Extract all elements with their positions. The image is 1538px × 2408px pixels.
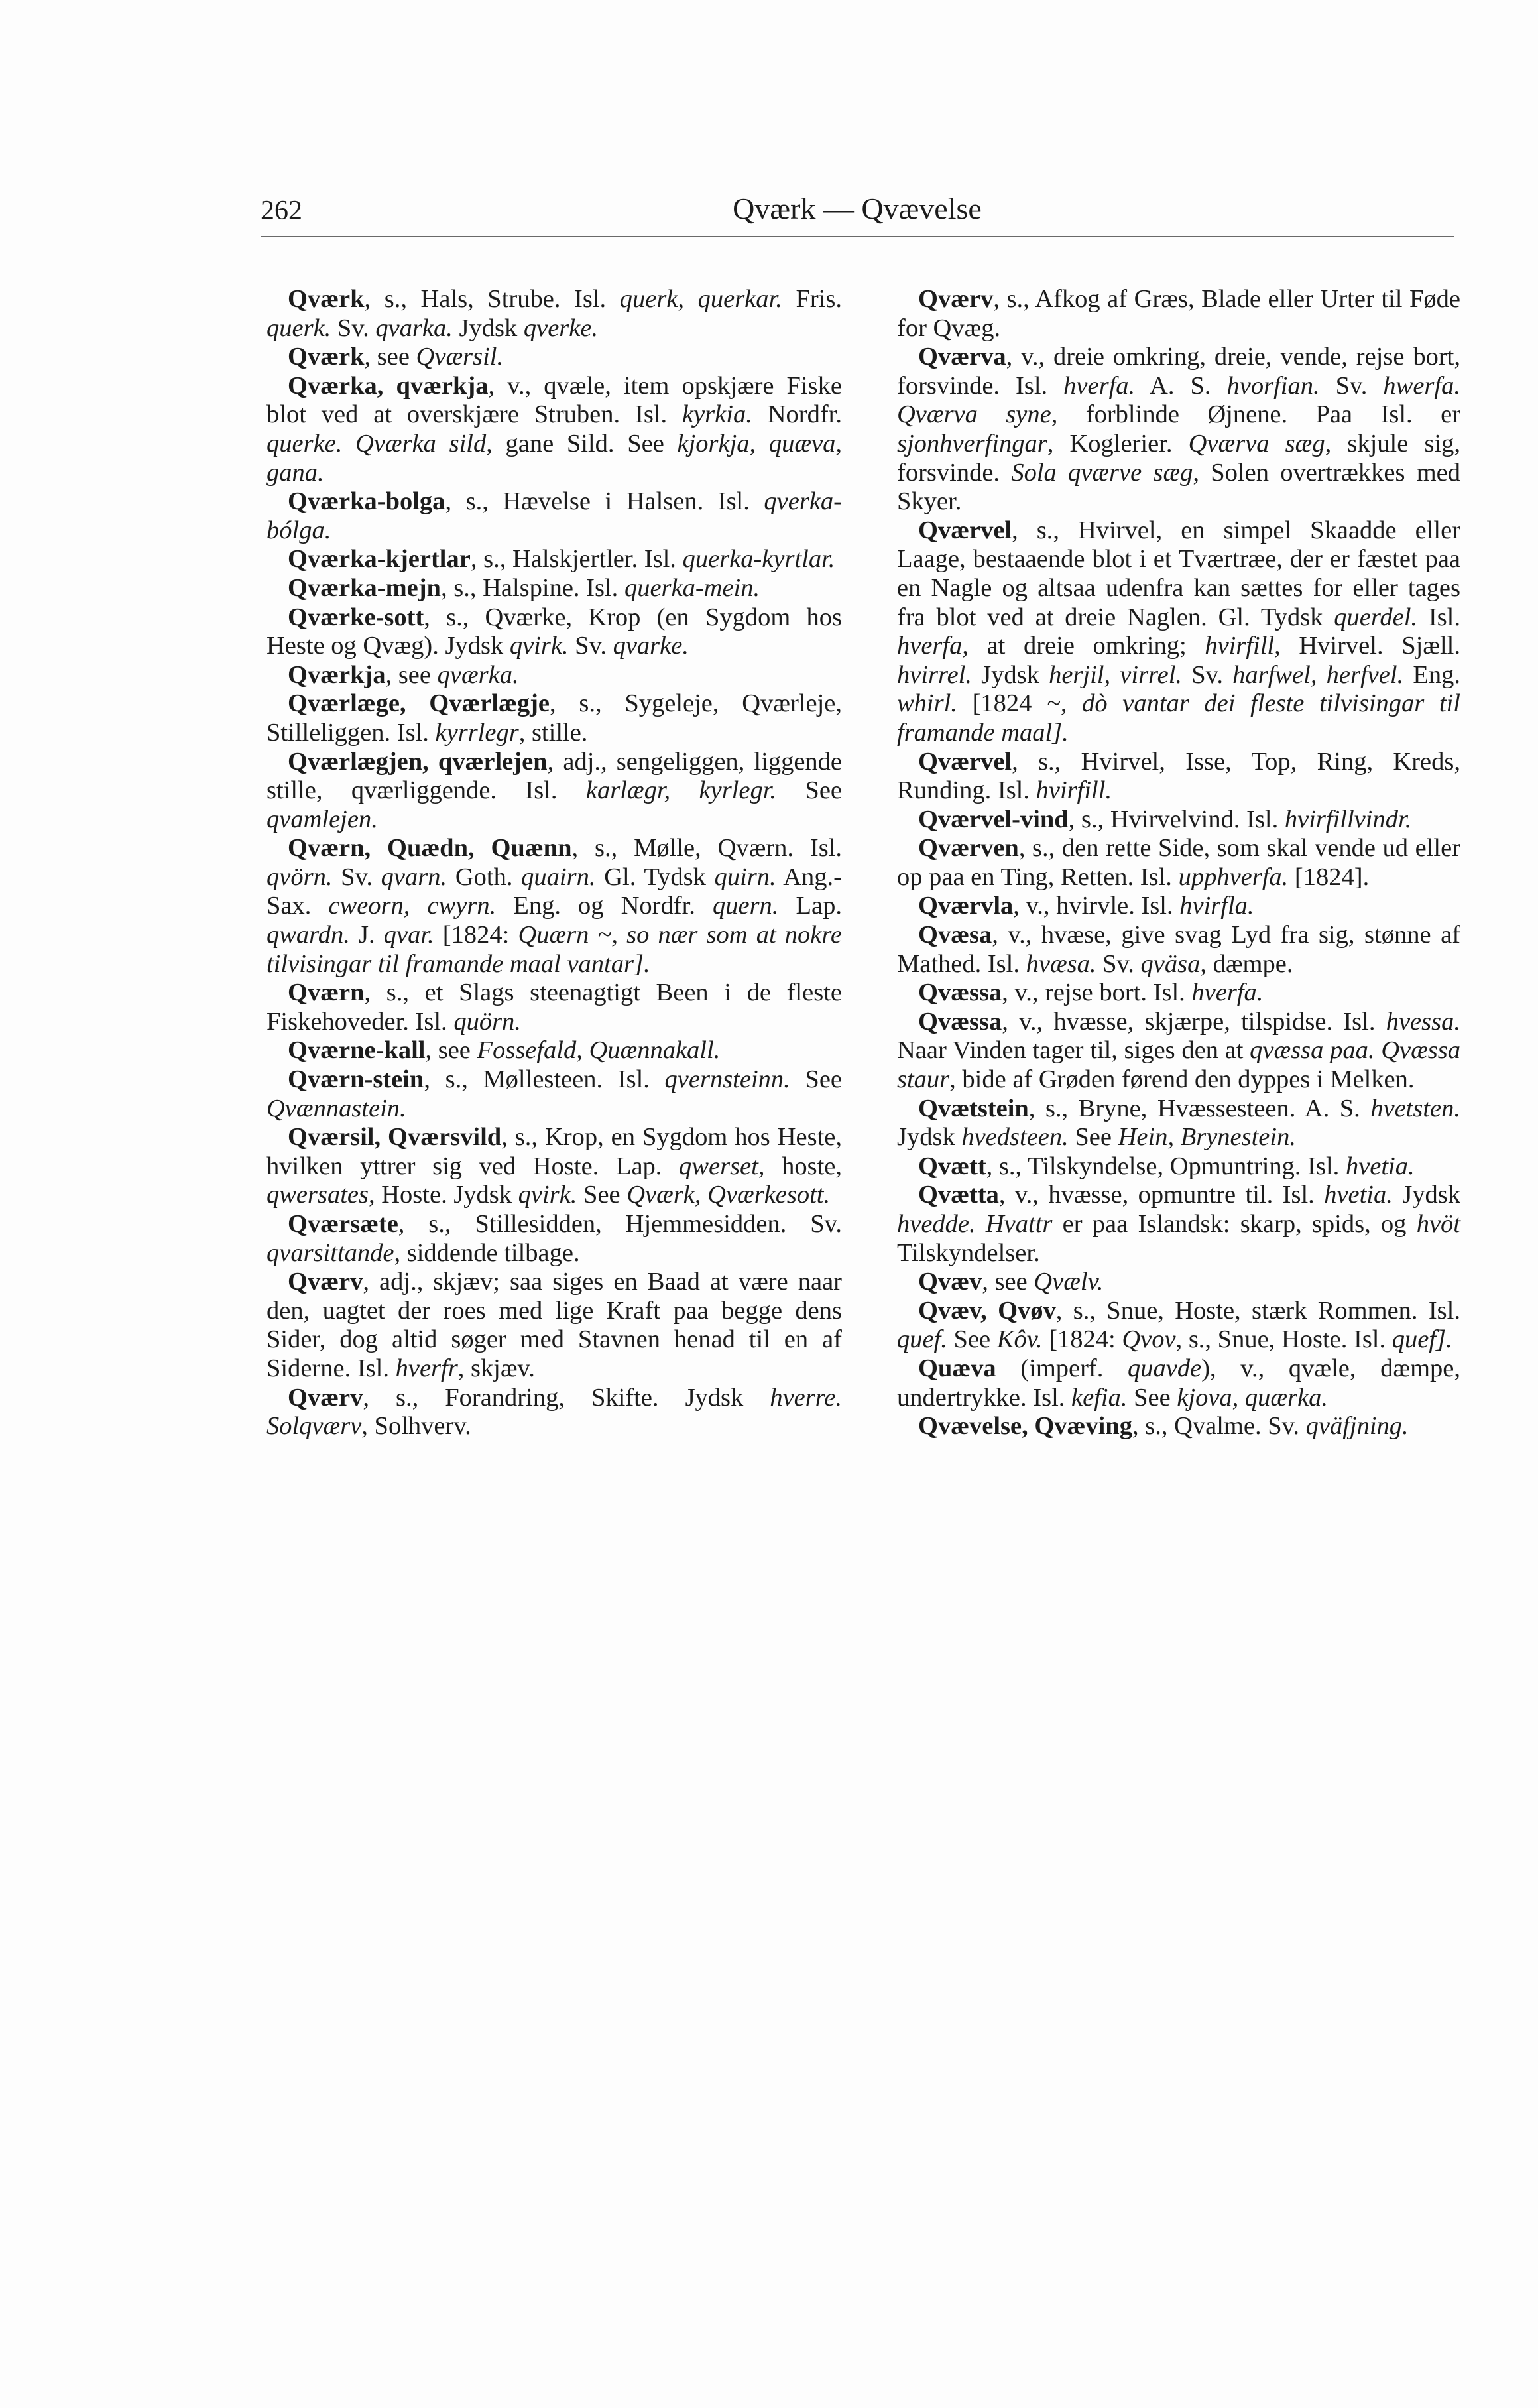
- headword: Qværk: [288, 285, 365, 313]
- headword: Qvævelse, Qvæving: [918, 1412, 1132, 1441]
- entry-definition: , s., Stillesidden, Hjemmesidden. Sv. qvarsittande, siddende tilbage.: [266, 1210, 842, 1267]
- entry-definition: , v., hvæsse, opmuntre til. Isl. hvetia. Jydsk hvedde. Hvattr er paa Islandsk: skarp, spids, og hvöt Tilskyndelser.: [897, 1181, 1461, 1267]
- headword: Qværv: [918, 285, 994, 313]
- headword: Qværv: [288, 1383, 363, 1412]
- entry-definition: , s., Tilskyndelse, Opmuntring. Isl. hvetia.: [986, 1152, 1415, 1180]
- entry-definition: , v., hvæse, give svag Lyd fra sig, stønne af Mathed. Isl. hvæsa. Sv. qväsa, dæmpe.: [897, 921, 1460, 978]
- headword: Qværn-stein: [288, 1065, 424, 1094]
- dictionary-entry: [266, 1065, 842, 1123]
- entry-definition: , s., Snue, Hoste, stærk Rommen. Isl. quef. See Kôv. [1824: Qvov, s., Snue, Hoste. Isl. quef].: [897, 1296, 1460, 1354]
- dictionary-entry: [897, 748, 1460, 806]
- headword: Qværke-sott: [288, 603, 424, 631]
- headword: Qværlæge, Qværlægje: [288, 690, 550, 718]
- headword: Qvæssa: [918, 979, 1002, 1007]
- right-column: [897, 285, 1460, 1441]
- entry-definition: , see Qværsil.: [364, 343, 504, 371]
- headword: Qværsil, Qværsvild: [288, 1123, 502, 1152]
- dictionary-entry: [897, 979, 1460, 1008]
- dictionary-entry: [897, 834, 1460, 892]
- dictionary-entry: [897, 1297, 1460, 1354]
- dictionary-entry: [897, 1412, 1460, 1441]
- dictionary-entry: [266, 979, 842, 1036]
- entry-definition: , s., Hævelse i Halsen. Isl. qverka-bólga.: [266, 487, 842, 544]
- headword: Qvætta: [918, 1181, 999, 1209]
- left-column: [266, 285, 842, 1441]
- entry-definition: , s., Hvirvel, en simpel Skaadde eller Laage, bestaaende blot i et Tværtræe, der er fæstet paa en Nagle og altsaa udenfra kan sættes for eller tages fra blot ved at dreie Naglen. Gl. Tydsk querdel. Isl. hverfa, at dreie omkring; hvirfill, Hvirvel. Sjæll. hvirrel. Jydsk herjil, virrel. Sv. harfwel, herfvel. Eng. whirl. [1824 ~, dò vantar dei fleste tilvisingar til framande maal].: [897, 516, 1461, 747]
- dictionary-entry: [266, 1268, 842, 1383]
- headword: Qværk: [288, 343, 365, 371]
- entry-definition: , s., Hvirvelvind. Isl. hvirfillvindr.: [1068, 805, 1412, 833]
- entry-definition: , adj., skjæv; saa siges en Baad at være naar den, uagtet der roes med lige Kraft paa begge dens Sider, dog altid søger med Stavnen henad til en af Siderne. Isl. hverfr, skjæv.: [266, 1268, 842, 1382]
- dictionary-entry: [266, 690, 842, 747]
- dictionary-entry: [266, 1123, 842, 1210]
- headword: Qværsæte: [288, 1210, 398, 1238]
- dictionary-entry: [897, 921, 1460, 979]
- headword: Qværka-mejn: [288, 573, 441, 602]
- entry-definition: , s., Qvalme. Sv. qväfjning.: [1132, 1412, 1409, 1441]
- entry-definition: , s., Halspine. Isl. querka-mein.: [440, 573, 760, 602]
- entry-definition: , see Qvælv.: [982, 1268, 1104, 1296]
- entry-definition: , s., Hals, Strube. Isl. querk, querkar. Fris. querk. Sv. qvarka. Jydsk qverke.: [266, 285, 842, 342]
- headword: Qværka, qværkja: [288, 371, 489, 400]
- entry-definition: , s., Krop, en Sygdom hos Heste, hvilken yttrer sig ved Hoste. Lap. qwerset, hoste, qwersates, Hoste. Jydsk qvirk. See Qværk, Qværkesott.: [266, 1123, 843, 1209]
- dictionary-entry: [897, 1181, 1460, 1268]
- dictionary-entry: [897, 1152, 1460, 1181]
- entry-definition: , v., qvæle, item opskjære Fiske blot ved at overskjære Struben. Isl. kyrkia. Nordfr. querke. Qværka sild, gane Sild. See kjorkja, quæva, gana.: [266, 371, 842, 487]
- entry-definition: , adj., sengeliggen, liggende stille, qværliggende. Isl. karlægr, kyrlegr. See qvamlejen.: [266, 747, 843, 833]
- dictionary-entry: [266, 545, 842, 574]
- headword: Qvæv, Qvøv: [918, 1296, 1056, 1325]
- entry-definition: , see qværka.: [385, 660, 519, 689]
- entry-definition: , s., Sygeleje, Qværleje, Stilleliggen. Isl. kyrrlegr, stille.: [266, 690, 842, 747]
- headword: Qværvla: [918, 892, 1014, 920]
- entry-definition: , v., rejse bort. Isl. hverfa.: [1002, 979, 1264, 1007]
- dictionary-entry: [897, 285, 1460, 343]
- dictionary-entry: [897, 806, 1460, 835]
- headword: Qværven: [918, 834, 1019, 863]
- entry-definition: , s., Qværke, Krop (en Sygdom hos Heste og Qvæg). Jydsk qvirk. Sv. qvarke.: [266, 603, 842, 660]
- entry-definition: , s., Afkog af Græs, Blade eller Urter til Føde for Qvæg.: [897, 285, 1460, 342]
- dictionary-entry: [266, 661, 842, 690]
- headword: Qværvel: [918, 516, 1012, 544]
- headword: Qvætt: [918, 1152, 986, 1180]
- headword: Qværlægjen, qværlejen: [288, 747, 548, 776]
- headword: Qværn: [288, 979, 365, 1007]
- dictionary-entry: [266, 603, 842, 661]
- headword: Qværva: [918, 343, 1006, 371]
- dictionary-entry: [266, 1384, 842, 1441]
- running-head: Qværk — Qvævelse: [733, 192, 982, 225]
- entry-definition: , v., hvæsse, skjærpe, tilspidse. Isl. hvessa. Naar Vinden tager til, siges den at qvæssa paa. Qvæssa staur, bide af Grøden førend den dyppes i Melken.: [897, 1007, 1460, 1094]
- entry-definition: , v., dreie omkring, dreie, vende, rejse bort, forsvinde. Isl. hverfa. A. S. hvorfian. Sv. hwerfa. Qværva syne, forblinde Øjnene. Paa Isl. er sjonhverfingar, Koglerier. Qværva sæg, skjule sig, forsvinde. Sola qværve sæg, Solen overtrækkes med Skyer.: [897, 343, 1461, 516]
- headword: Qværvel-vind: [918, 805, 1069, 833]
- dictionary-entry: [897, 1095, 1460, 1152]
- dictionary-entry: [266, 1036, 842, 1065]
- dictionary-entry: [897, 1268, 1460, 1297]
- headword: Qvæsa: [918, 921, 992, 949]
- entry-definition: , s., et Slags steenagtigt Been i de fleste Fiskehoveder. Isl. quörn.: [266, 979, 842, 1036]
- headword: Qværne-kall: [288, 1036, 426, 1065]
- headword: Qværka-bolga: [288, 487, 445, 516]
- entry-definition: (imperf. quavde), v., qvæle, dæmpe, undertrykke. Isl. kefia. See kjova, quærka.: [897, 1354, 1460, 1412]
- dictionary-entry: [266, 372, 842, 487]
- headword: Qværka-kjertlar: [288, 545, 471, 573]
- page-number: 262: [261, 196, 302, 226]
- dictionary-entry: [266, 487, 842, 545]
- headword: Qværvel: [918, 747, 1012, 776]
- dictionary-entry: [897, 343, 1460, 516]
- headword: Quæva: [918, 1354, 996, 1382]
- dictionary-entry: [266, 343, 842, 372]
- dictionary-entry: [266, 834, 842, 979]
- entry-definition: , see Fossefald, Quænnakall.: [425, 1036, 721, 1065]
- dictionary-entry: [266, 1210, 842, 1268]
- dictionary-entry: [266, 574, 842, 603]
- headword: Qvætstein: [918, 1094, 1029, 1122]
- entry-definition: , s., den rette Side, som skal vende ud eller op paa en Ting, Retten. Isl. upphverfa. [1824].: [897, 834, 1460, 891]
- entry-definition: , s., Halskjertler. Isl. querka-kyrtlar.: [470, 545, 835, 573]
- entry-definition: , v., hvirvle. Isl. hvirfla.: [1013, 892, 1254, 920]
- page-header: [261, 191, 1454, 237]
- entry-definition: , s., Møllesteen. Isl. qvernsteinn. See Qvænnastein.: [266, 1065, 842, 1122]
- dictionary-entry: [897, 516, 1460, 748]
- headword: Qværv: [288, 1268, 363, 1296]
- dictionary-entry: [266, 285, 842, 343]
- dictionary-entry: [897, 892, 1460, 921]
- entry-definition: , s., Forandring, Skifte. Jydsk hverre. Solqværv, Solhverv.: [266, 1383, 842, 1441]
- headword: Qvæv: [918, 1268, 982, 1296]
- headword: Qværn, Quædn, Quænn: [288, 834, 572, 863]
- headword: Qværkja: [288, 660, 386, 689]
- header-rule: [261, 236, 1454, 237]
- headword: Qvæssa: [918, 1007, 1002, 1036]
- entry-definition: , s., Mølle, Qværn. Isl. qvörn. Sv. qvarn. Goth. quairn. Gl. Tydsk quirn. Ang.-Sax. cweorn, cwyrn. Eng. og Nordfr. quern. Lap. qwardn. J. qvar. [1824: Quærn ~, so nær som at nokre tilvisingar til framande maal vantar].: [266, 834, 843, 978]
- dictionary-entry: [897, 1008, 1460, 1095]
- entry-definition: , s., Hvirvel, Isse, Top, Ring, Kreds, Runding. Isl. hvirfill.: [897, 747, 1460, 805]
- entry-definition: , s., Bryne, Hvæssesteen. A. S. hvetsten. Jydsk hvedsteen. See Hein, Brynestein.: [897, 1094, 1460, 1152]
- dictionary-entry: [266, 748, 842, 835]
- dictionary-entry: [897, 1354, 1460, 1412]
